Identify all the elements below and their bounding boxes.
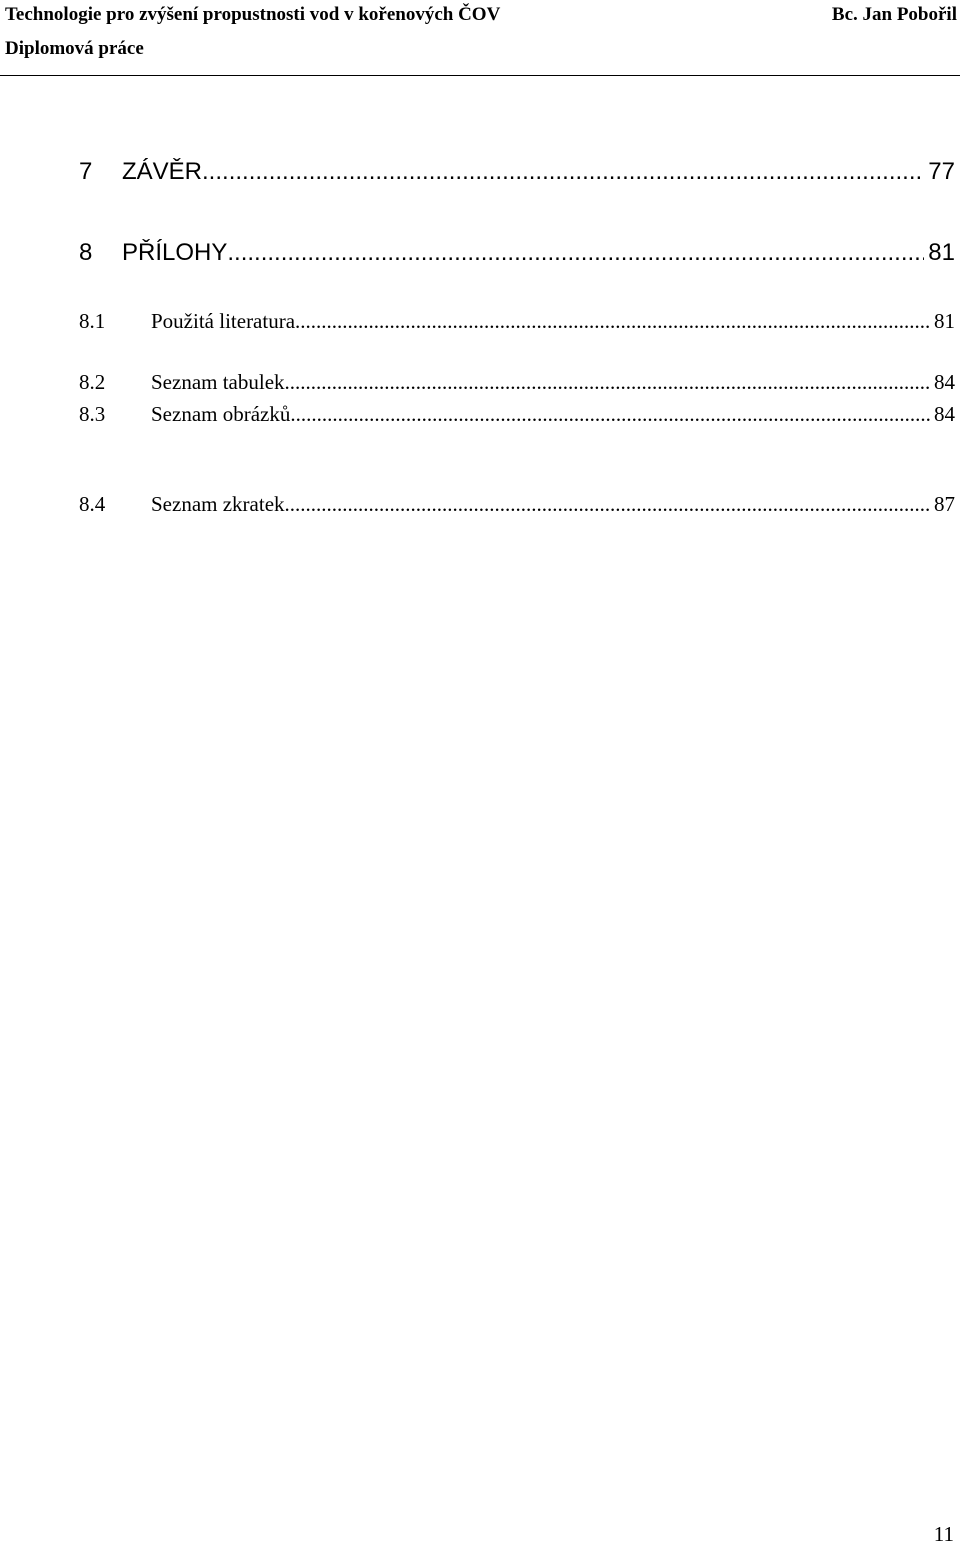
toc-dot-leader [285, 492, 930, 517]
toc-entry-title: Seznam obrázků [151, 402, 291, 426]
toc-entry-chapter-7[interactable] [79, 158, 955, 186]
toc-entry-title: Seznam zkratek [151, 492, 285, 516]
page-header [0, 0, 960, 77]
header-line [5, 4, 957, 30]
toc-entry-number: 8.1 [79, 309, 106, 333]
toc-entry-page: 87 [934, 492, 955, 516]
toc-entry-page: 84 [934, 402, 955, 426]
toc-entry-number: 8.4 [79, 492, 106, 516]
toc-entry-section-8-4[interactable] [79, 492, 955, 517]
document-title: Technologie pro zvýšení propustnosti vod v kořenových ČOV [5, 4, 501, 25]
toc-entry-number: 8.2 [79, 370, 106, 394]
toc-dot-leader [290, 402, 930, 427]
toc-entry-page: 81 [934, 309, 955, 333]
toc-entry-title: Použitá literatura [151, 309, 296, 333]
header-divider [0, 75, 960, 76]
toc-dot-leader [285, 370, 930, 395]
toc-dot-leader [202, 158, 924, 186]
page-number: 11 [933, 1522, 954, 1546]
toc-entry-section-8-3[interactable] [79, 402, 955, 427]
toc-entry-section-8-2[interactable] [79, 370, 955, 395]
toc-entry-section-8-1[interactable] [79, 309, 955, 334]
toc-entry-number: 8.3 [79, 402, 106, 426]
document-author: Bc. Jan Pobořil [831, 4, 957, 25]
toc-entry-number: 7 [79, 158, 93, 185]
toc-entry-title: PŘÍLOHY [122, 239, 228, 266]
toc-entry-page: 81 [928, 239, 955, 266]
toc-entry-page: 77 [928, 158, 955, 185]
toc-dot-leader [227, 239, 924, 267]
toc-entry-page: 84 [934, 370, 955, 394]
toc-entry-chapter-8[interactable] [79, 239, 955, 267]
toc-dot-leader [295, 309, 930, 334]
toc-entry-title: Seznam tabulek [151, 370, 285, 394]
toc-entry-title: ZÁVĚR [122, 158, 203, 185]
toc-entry-number: 8 [79, 239, 93, 266]
document-type: Diplomová práce [5, 38, 144, 59]
